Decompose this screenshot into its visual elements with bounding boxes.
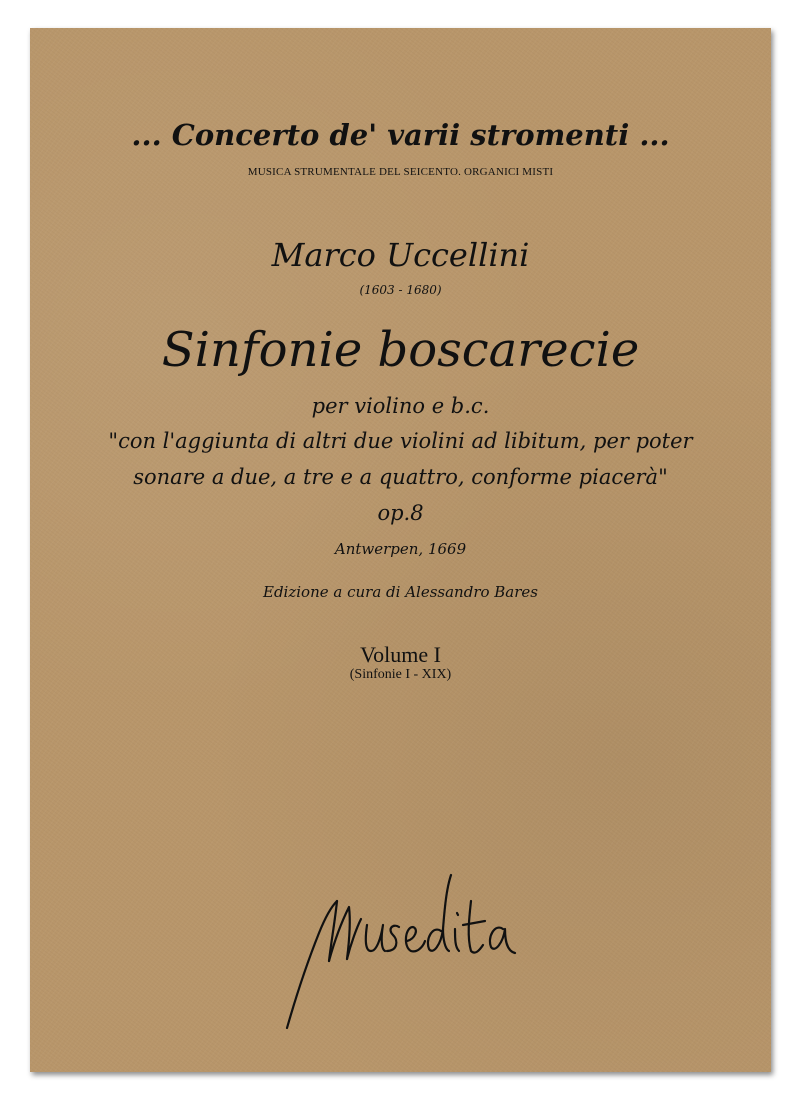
instrumentation: per violino e b.c. <box>311 394 490 418</box>
composer-dates: (1603 - 1680) <box>359 283 442 297</box>
series-title: ... Concerto de' varii stromenti ... <box>131 118 670 152</box>
publication-info: Antwerpen, 1669 <box>334 540 467 558</box>
editor-credit: Edizione a cura di Alessandro Bares <box>263 583 538 601</box>
volume-label: Volume I <box>360 642 441 667</box>
opus-number: op.8 <box>377 501 424 525</box>
volume-contents: (Sinfonie I - XIX) <box>349 667 452 682</box>
composer-name: Marco Uccellini <box>271 236 530 274</box>
work-title: Sinfonie boscarecie <box>161 322 640 378</box>
publisher-logo <box>275 863 540 1033</box>
description-line-2: sonare a due, a tre e a quattro, conforme piacerà" <box>133 465 668 489</box>
score-cover <box>30 28 771 1072</box>
description-line-1: "con l'aggiunta di altri due violini ad libitum, per poter <box>108 429 693 453</box>
series-subtitle: MUSICA STRUMENTALE DEL SEICENTO. ORGANICI MISTI <box>247 166 554 178</box>
